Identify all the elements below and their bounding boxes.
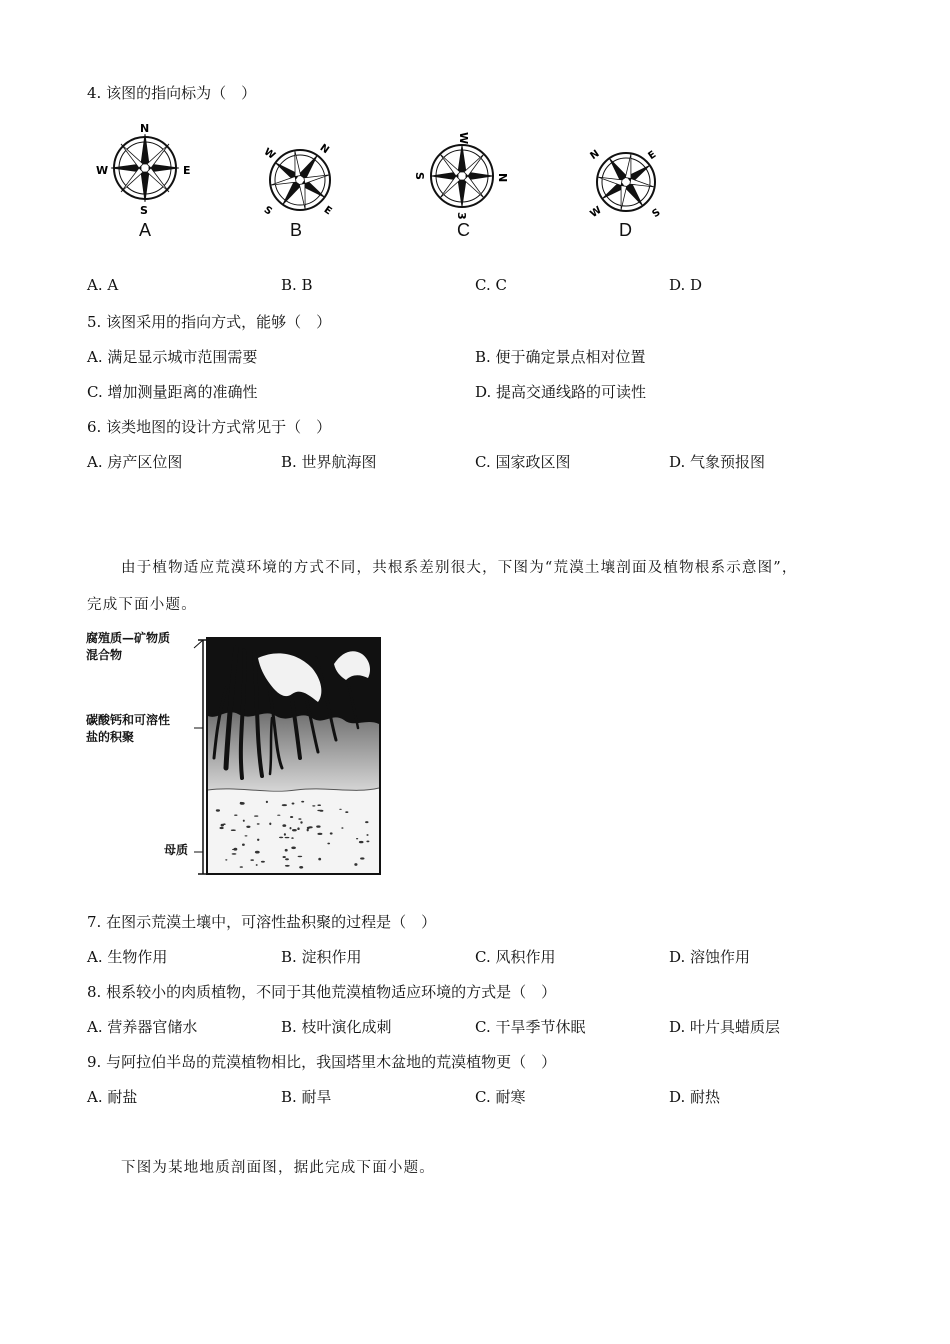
soil-speckle bbox=[318, 858, 321, 861]
soil-speckle bbox=[291, 847, 296, 850]
soil-speckle bbox=[341, 827, 343, 829]
soil-speckle bbox=[317, 833, 322, 835]
compass-a-letter-bottom: S bbox=[140, 204, 148, 215]
q8-option-d[interactable]: D. 叶片具蜡质层 bbox=[669, 1018, 781, 1036]
question-8-stem: 8. 根系较小的肉质植物，不同于其他荒漠植物适应环境的方式是（ ） bbox=[87, 983, 557, 1001]
soil-speckle bbox=[292, 803, 295, 805]
soil-speckle bbox=[307, 829, 309, 832]
soil-speckle bbox=[240, 802, 242, 803]
soil-speckle bbox=[330, 832, 333, 834]
soil-label-humus-1: 腐殖质—矿物质 bbox=[86, 631, 171, 645]
soil-speckle bbox=[356, 838, 358, 839]
q9-option-c[interactable]: C. 耐寒 bbox=[475, 1088, 526, 1106]
soil-speckle bbox=[232, 853, 237, 855]
compass-c-letter-top: W bbox=[457, 132, 470, 145]
soil-speckle bbox=[279, 837, 283, 839]
q5-option-d[interactable]: D. 提高交通线路的可读性 bbox=[475, 383, 647, 401]
soil-speckle bbox=[221, 824, 224, 827]
compass-b-letter-n: N bbox=[317, 142, 331, 157]
soil-speckle bbox=[285, 865, 290, 867]
compass-b-letter-w: W bbox=[261, 146, 278, 162]
soil-speckle bbox=[317, 810, 321, 811]
intro-paragraph-line-2: 完成下面小题。 bbox=[87, 597, 197, 613]
compass-b-letter-e: E bbox=[321, 204, 334, 218]
soil-speckle bbox=[256, 864, 258, 866]
soil-speckle bbox=[257, 839, 259, 841]
question-9-stem: 9. 与阿拉伯半岛的荒漠植物相比，我国塔里木盆地的荒漠植物更（ ） bbox=[87, 1053, 557, 1071]
question-5-stem: 5. 该图采用的指向方式，能够（ ） bbox=[87, 313, 332, 331]
q5-option-c[interactable]: C. 增加测量距离的准确性 bbox=[87, 383, 258, 401]
soil-speckle bbox=[269, 823, 271, 826]
compass-rose-icon bbox=[582, 140, 672, 220]
compass-a-letter-top: N bbox=[140, 122, 150, 135]
soil-speckle bbox=[220, 827, 224, 829]
compass-rose-icon bbox=[412, 128, 512, 220]
question-4-stem: 4. 该图的指向标为（ ） bbox=[87, 84, 257, 102]
soil-speckle bbox=[339, 809, 342, 810]
soil-speckle bbox=[284, 833, 286, 836]
compass-c bbox=[412, 128, 512, 240]
soil-speckle bbox=[285, 858, 289, 860]
soil-speckle bbox=[290, 816, 293, 818]
soil-speckle bbox=[261, 861, 265, 863]
compass-c-label: C bbox=[457, 220, 470, 240]
soil-speckle bbox=[291, 837, 293, 839]
q7-option-d[interactable]: D. 溶蚀作用 bbox=[669, 948, 751, 966]
compass-d-letter-e: E bbox=[646, 149, 659, 163]
q4-option-a[interactable]: A. A bbox=[87, 276, 119, 294]
q8-option-c[interactable]: C. 干旱季节休眠 bbox=[475, 1018, 586, 1036]
q4-option-c[interactable]: C. C bbox=[475, 276, 507, 294]
soil-speckle bbox=[292, 829, 297, 831]
soil-speckle bbox=[257, 823, 260, 824]
soil-speckle bbox=[231, 829, 236, 831]
intro-paragraph-line-1: 由于植物适应荒漠环境的方式不同，共根系差别很大，下图为“荒漠土壤剖面及植物根系示意图”， bbox=[121, 560, 798, 576]
soil-speckle bbox=[300, 821, 302, 823]
soil-speckle bbox=[366, 841, 369, 843]
soil-speckle bbox=[360, 857, 364, 859]
soil-speckle bbox=[250, 859, 254, 861]
soil-speckle bbox=[312, 805, 315, 806]
soil-speckle bbox=[282, 804, 287, 806]
soil-speckle bbox=[240, 866, 243, 868]
q8-option-b[interactable]: B. 枝叶演化成刺 bbox=[281, 1018, 392, 1036]
compass-rose-icon bbox=[95, 120, 195, 215]
q9-option-d[interactable]: D. 耐热 bbox=[669, 1088, 721, 1106]
soil-speckle bbox=[366, 834, 368, 836]
soil-speckle bbox=[283, 856, 286, 858]
soil-speckle bbox=[299, 866, 303, 869]
soil-speckle bbox=[254, 815, 258, 816]
soil-speckle bbox=[266, 801, 268, 803]
soil-speckle bbox=[285, 849, 288, 852]
soil-speckle bbox=[297, 827, 299, 830]
compass-b-label: B bbox=[290, 220, 303, 240]
compass-d-label: D bbox=[619, 220, 632, 240]
soil-speckle bbox=[234, 848, 238, 851]
soil-speckle bbox=[255, 851, 260, 854]
compass-d bbox=[582, 140, 672, 240]
compass-a-letter-right: E bbox=[183, 164, 191, 177]
soil-speckle bbox=[242, 844, 245, 846]
soil-profile-figure bbox=[86, 628, 386, 878]
question-6-stem: 6. 该类地图的设计方式常见于（ ） bbox=[87, 418, 332, 436]
compass-c-letter-right: N bbox=[496, 173, 509, 183]
soil-speckle bbox=[316, 825, 320, 827]
compass-rose-icon bbox=[255, 138, 345, 220]
soil-speckle bbox=[282, 824, 286, 827]
soil-speckle bbox=[317, 804, 321, 806]
soil-speckle bbox=[245, 835, 248, 836]
soil-speckle bbox=[345, 811, 348, 813]
soil-speckle bbox=[365, 821, 368, 823]
q4-option-b[interactable]: B. B bbox=[281, 276, 313, 294]
soil-speckle bbox=[243, 820, 245, 822]
soil-speckle bbox=[234, 815, 237, 816]
soil-speckle bbox=[216, 809, 220, 811]
q8-option-a[interactable]: A. 营养器官储水 bbox=[87, 1018, 198, 1036]
q7-option-a[interactable]: A. 生物作用 bbox=[87, 948, 168, 966]
soil-label-humus-2: 混合物 bbox=[86, 648, 123, 662]
q7-option-b[interactable]: B. 淀积作用 bbox=[281, 948, 362, 966]
compass-b-letter-s: S bbox=[261, 204, 274, 218]
soil-speckle bbox=[246, 826, 250, 828]
intro-paragraph-3: 下图为某地地质剖面图，据此完成下面小题。 bbox=[121, 1160, 435, 1176]
q5-option-b[interactable]: B. 便于确定景点相对位置 bbox=[475, 348, 646, 366]
soil-speckle bbox=[298, 818, 301, 820]
q6-option-c[interactable]: C. 国家政区图 bbox=[475, 453, 571, 471]
compass-a-letter-left: W bbox=[96, 164, 109, 177]
question-7-stem: 7. 在图示荒漠土壤中，可溶性盐积聚的过程是（ ） bbox=[87, 913, 437, 931]
soil-speckle bbox=[308, 826, 312, 828]
soil-speckle bbox=[301, 801, 304, 803]
q9-option-b[interactable]: B. 耐旱 bbox=[281, 1088, 332, 1106]
q7-option-c[interactable]: C. 风积作用 bbox=[475, 948, 556, 966]
soil-label-parent-material: 母质 bbox=[164, 843, 189, 857]
soil-speckle bbox=[277, 815, 280, 816]
soil-speckle bbox=[327, 843, 330, 845]
compass-b bbox=[255, 138, 345, 240]
soil-label-calcium-1: 碳酸钙和可溶性 bbox=[86, 713, 171, 727]
soil-speckle bbox=[359, 841, 364, 843]
compass-a-label: A bbox=[139, 220, 152, 240]
q5-option-a[interactable]: A. 满足显示城市范围需要 bbox=[87, 348, 258, 366]
soil-speckle bbox=[225, 859, 227, 860]
compass-c-letter-bottom: 3 bbox=[455, 212, 468, 220]
q9-option-a[interactable]: A. 耐盐 bbox=[87, 1088, 138, 1106]
compass-d-letter-s: S bbox=[650, 206, 663, 220]
soil-speckle bbox=[354, 863, 357, 866]
soil-label-calcium-2: 盐的积聚 bbox=[86, 730, 135, 744]
soil-speckle bbox=[298, 856, 303, 857]
q4-option-d[interactable]: D. D bbox=[669, 276, 703, 294]
compass-a bbox=[95, 120, 195, 240]
q6-option-a[interactable]: A. 房产区位图 bbox=[87, 453, 183, 471]
soil-profile-drawing bbox=[86, 628, 386, 878]
compass-d-letter-n: N bbox=[588, 148, 602, 163]
q6-option-b[interactable]: B. 世界航海图 bbox=[281, 453, 377, 471]
soil-speckle bbox=[285, 837, 290, 838]
q6-option-d[interactable]: D. 气象预报图 bbox=[669, 453, 766, 471]
compass-d-letter-w: W bbox=[588, 204, 604, 220]
compass-c-letter-left: S bbox=[413, 172, 426, 180]
soil-speckle bbox=[290, 827, 292, 829]
